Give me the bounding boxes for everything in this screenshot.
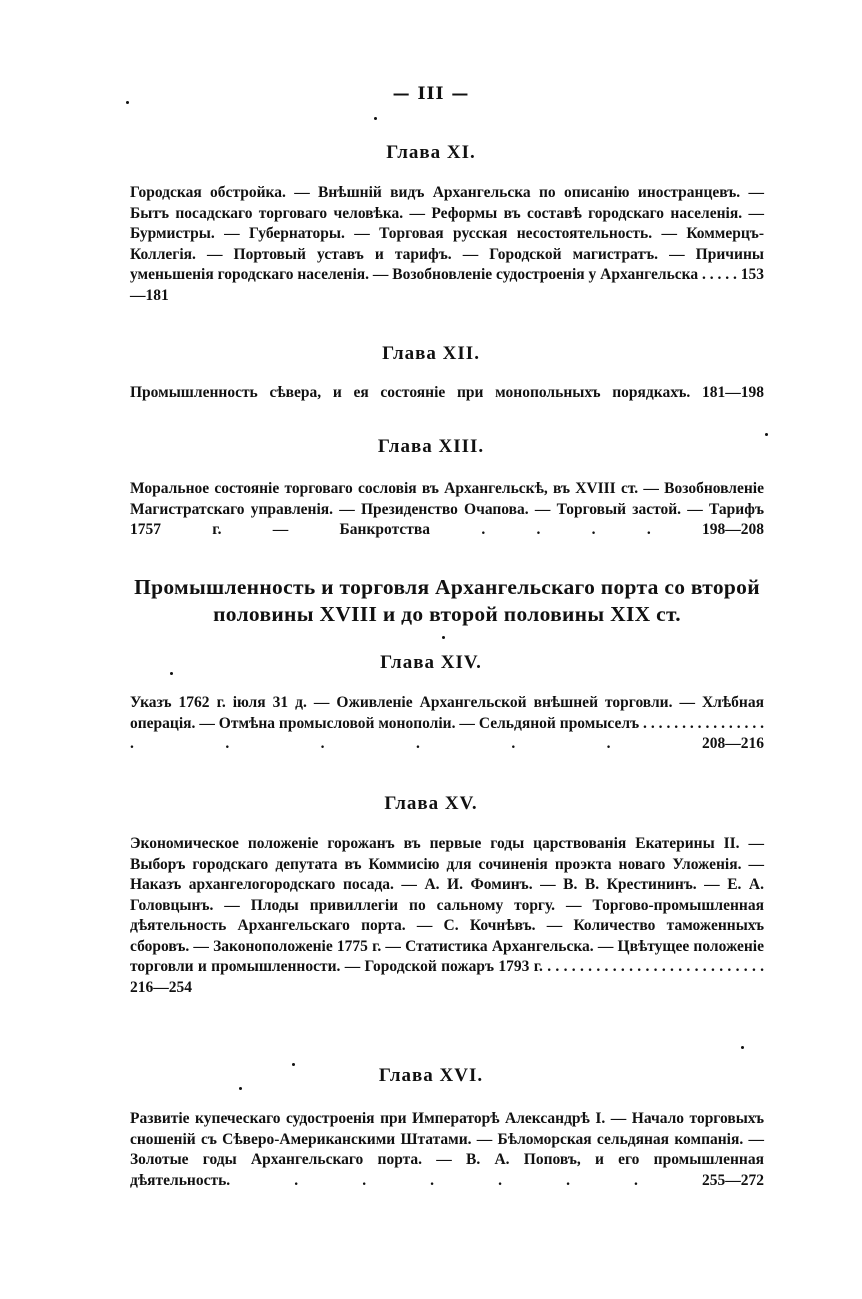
leader-dots: . . . . . xyxy=(702,266,741,283)
leader-dots: . . . . xyxy=(481,521,703,538)
toc-entry xyxy=(130,834,764,998)
leader-dots: . . . . . . xyxy=(294,1171,703,1189)
toc-entry xyxy=(130,1109,764,1191)
entry-text: Городская обстройка. — Внѣшній видъ Архангельска по описанію иностранцевъ. — Бытъ посадскаго торговаго человѣка. — Реформы въ составѣ городскаго населенія. — Бурмистры. — Губернаторы. — Торговая русская несостоятельность. — Коммерцъ-Коллегія. — Портовый уставъ и тарифъ. — Городской магистратъ. — Причины уменьшенія городскаго населенія. — Возобновленіе судостроенія у Архангельска xyxy=(130,184,764,283)
ink-speck xyxy=(292,1063,295,1066)
entry-text: Развитіе купеческаго судостроенія при Императорѣ Александрѣ I. — Начало торговыхъ сношеній съ Сѣверо-Американскими Штатами. — Бѣломорская сельдяная компанія. — Золотые годы Архангельскаго порта. — В. А. Поповъ, и его промышленная дѣятельность. xyxy=(130,1110,764,1189)
ink-speck xyxy=(170,672,173,675)
section-heading: Промышленность и торговля Архангельскаго порта со второй половины XVIII и до второй половины XIX ст. xyxy=(134,575,760,626)
ink-speck xyxy=(239,1087,242,1090)
entry-text: Экономическое положеніе горожанъ въ первые годы царствованія Екатерины II. — Выборъ городскаго депутата въ Коммисію для сочиненія проэкта новаго Уложенія. — Наказъ архангелогородскаго посада. — А. И. Фоминъ. — В. В. Крестининъ. — Е. А. Головцынъ. — Плоды привиллегіи по сальному торгу. — Торгово-промышленная дѣятельность Архангельскаго порта. — С. Кочнѣвъ. — Количество таможенныхъ сборовъ. — Законоположеніе 1775 г. — Статистика Архангельска. — Цвѣтущее положеніе торговли и промышленности. — Городской пожаръ 1793 г. xyxy=(130,835,764,975)
ink-speck xyxy=(126,101,129,104)
chapter-title: Глава XI. xyxy=(386,142,476,163)
toc-entry xyxy=(130,693,764,755)
ink-speck xyxy=(741,1046,744,1049)
ink-speck xyxy=(765,433,768,436)
chapter-title: Глава XII. xyxy=(382,343,480,364)
page-range: 198—208 xyxy=(702,521,765,538)
page-range: 153—181 xyxy=(130,266,764,304)
chapter-title: Глава XV. xyxy=(384,793,478,814)
ink-speck xyxy=(374,117,377,120)
toc-entry xyxy=(130,479,764,541)
toc-entry xyxy=(130,183,764,306)
page-range: 255—272 xyxy=(702,1171,765,1189)
entry-text: Моральное состояніе торговаго сословія въ Архангельскѣ, въ XVIII ст. — Возобновленіе Магистратскаго управленія. — Президенство Очапова. — Торговый застой. — Тарифъ 1757 г. — Банкротства xyxy=(130,480,764,538)
ink-speck xyxy=(442,636,445,639)
leader-dots: . . . . . . . . . . . . . . . . . . . . . . xyxy=(130,714,764,752)
toc-entry xyxy=(130,383,764,404)
entry-text: Указъ 1762 г. іюля 31 д. — Оживленіе Архангельской внѣшней торговли. — Хлѣбная операція. — Отмѣна промысловой монополіи. — Сельдяной промыселъ xyxy=(130,694,764,732)
page-range: 208—216 xyxy=(702,735,764,752)
chapter-title: Глава XVI. xyxy=(378,1065,484,1086)
page-range: 181—198 xyxy=(702,384,764,401)
leader-dots: . . . . . . . . . . . . . . . . . . . . . . . . . . . xyxy=(547,958,765,975)
page-range: 216—254 xyxy=(130,978,192,996)
chapter-title: Глава XIII. xyxy=(377,436,485,457)
entry-text: Промышленность сѣвера, и ея состояніе при монопольныхъ порядкахъ. xyxy=(130,384,691,401)
page-number: — III — xyxy=(392,84,470,104)
chapter-title: Глава XIV. xyxy=(380,652,482,673)
